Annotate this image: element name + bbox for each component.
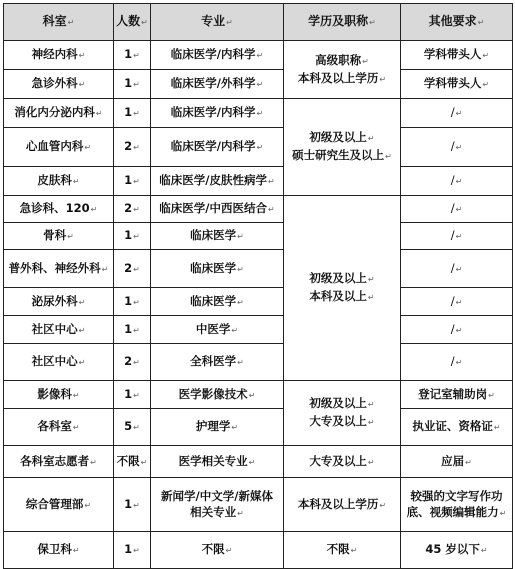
education-cell: 大专及以上↵ <box>284 446 401 478</box>
table-row <box>4 446 513 478</box>
dept-cell: 影像科↵ <box>4 381 114 409</box>
count-cell: 1↵ <box>114 532 151 569</box>
count-cell: 1↵ <box>114 223 151 250</box>
header-dept: 科室↵ <box>4 4 114 41</box>
dept-cell: 皮肤科↵ <box>4 167 114 196</box>
major-cell: 医学相关专业↵ <box>151 446 284 478</box>
dept-cell: 骨科↵ <box>4 223 114 250</box>
table-row <box>4 196 513 223</box>
table-row <box>4 167 513 196</box>
count-cell: 2↵ <box>114 196 151 223</box>
dept-cell: 综合管理部↵ <box>4 478 114 532</box>
dept-cell: 泌尿外科↵ <box>4 288 114 316</box>
table-row <box>4 532 513 569</box>
dept-cell: 普外科、神经外科↵ <box>4 250 114 288</box>
recruitment-table <box>3 3 513 569</box>
dept-cell: 消化内分泌内科↵ <box>4 99 114 128</box>
table-row <box>4 381 513 409</box>
major-cell: 临床医学/内科学↵ <box>151 99 284 128</box>
table-row <box>4 250 513 288</box>
other-cell: 45 岁以下↵ <box>401 532 513 569</box>
count-cell: 1↵ <box>114 99 151 128</box>
major-cell: 护理学↵ <box>151 409 284 446</box>
education-cell: 初级及以上↵ 硕士研究生及以上↵ <box>284 99 401 196</box>
major-cell: 临床医学/内科学↵ <box>151 128 284 167</box>
dept-cell: 社区中心↵ <box>4 316 114 344</box>
dept-cell: 神经内科↵ <box>4 41 114 70</box>
dept-cell: 各科室志愿者↵ <box>4 446 114 478</box>
other-cell: 学科带头人↵ <box>401 41 513 70</box>
dept-cell: 社区中心↵ <box>4 344 114 381</box>
count-cell: 不限↵ <box>114 446 151 478</box>
education-cell: 不限↵ <box>284 532 401 569</box>
major-cell: 新闻学/中文学/新媒体 相关专业↵ <box>151 478 284 532</box>
other-cell: /↵ <box>401 196 513 223</box>
count-cell: 2↵ <box>114 344 151 381</box>
education-cell: 初级及以上↵ 大专及以上↵ <box>284 381 401 446</box>
major-cell: 临床医学↵ <box>151 288 284 316</box>
table-row <box>4 223 513 250</box>
header-count: 人数↵ <box>114 4 151 41</box>
major-cell: 临床医学/皮肤性病学↵ <box>151 167 284 196</box>
other-cell: 登记室辅助岗↵ <box>401 381 513 409</box>
education-cell: 高级职称↵ 本科及以上学历↵ <box>284 41 401 99</box>
major-cell: 临床医学/内科学↵ <box>151 41 284 70</box>
major-cell: 中医学↵ <box>151 316 284 344</box>
count-cell: 1↵ <box>114 70 151 99</box>
count-cell: 2↵ <box>114 128 151 167</box>
other-cell: 较强的文字写作功 底、视频编辑能力↵ <box>401 478 513 532</box>
table-row <box>4 409 513 446</box>
table-row <box>4 41 513 70</box>
major-cell: 全科医学↵ <box>151 344 284 381</box>
education-cell: 初级及以上↵ 本科及以上↵ <box>284 196 401 381</box>
dept-cell: 保卫科↵ <box>4 532 114 569</box>
other-cell: /↵ <box>401 316 513 344</box>
dept-cell: 急诊外科↵ <box>4 70 114 99</box>
other-cell: /↵ <box>401 128 513 167</box>
dept-cell: 各科室↵ <box>4 409 114 446</box>
other-cell: /↵ <box>401 288 513 316</box>
other-cell: 学科带头人↵ <box>401 70 513 99</box>
count-cell: 1↵ <box>114 478 151 532</box>
major-cell: 临床医学↵ <box>151 223 284 250</box>
other-cell: /↵ <box>401 344 513 381</box>
table-row <box>4 288 513 316</box>
other-cell: /↵ <box>401 99 513 128</box>
major-cell: 临床医学/外科学↵ <box>151 70 284 99</box>
other-cell: /↵ <box>401 250 513 288</box>
dept-cell: 急诊科、120↵ <box>4 196 114 223</box>
other-cell: /↵ <box>401 167 513 196</box>
count-cell: 1↵ <box>114 316 151 344</box>
table-row <box>4 99 513 128</box>
count-cell: 5↵ <box>114 409 151 446</box>
count-cell: 1↵ <box>114 167 151 196</box>
header-education: 学历及职称↵ <box>284 4 401 41</box>
table-row <box>4 70 513 99</box>
count-cell: 1↵ <box>114 381 151 409</box>
major-cell: 医学影像技术↵ <box>151 381 284 409</box>
table-header-row <box>4 4 513 41</box>
count-cell: 1↵ <box>114 41 151 70</box>
major-cell: 不限↵ <box>151 532 284 569</box>
major-cell: 临床医学↵ <box>151 250 284 288</box>
education-cell: 本科及以上学历↵ <box>284 478 401 532</box>
other-cell: 执业证、资格证↵ <box>401 409 513 446</box>
major-cell: 临床医学/中西医结合↵ <box>151 196 284 223</box>
header-major: 专业↵ <box>151 4 284 41</box>
count-cell: 2↵ <box>114 250 151 288</box>
table-row <box>4 478 513 532</box>
other-cell: 应届↵ <box>401 446 513 478</box>
table-row <box>4 344 513 381</box>
dept-cell: 心血管内科↵ <box>4 128 114 167</box>
count-cell: 1↵ <box>114 288 151 316</box>
table-row <box>4 128 513 167</box>
table-row <box>4 316 513 344</box>
header-other: 其他要求↵ <box>401 4 513 41</box>
other-cell: /↵ <box>401 223 513 250</box>
